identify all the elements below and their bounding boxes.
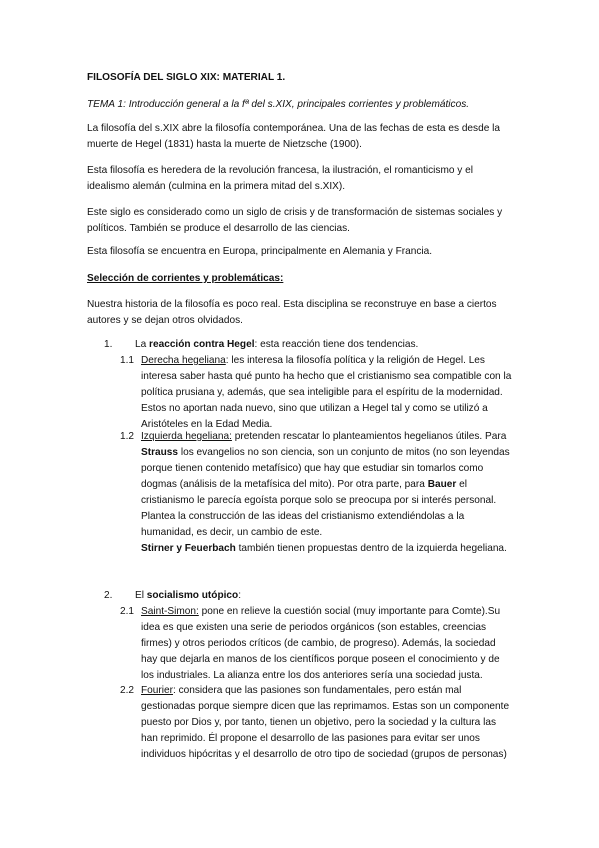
section-label xyxy=(135,588,241,604)
text-run: el xyxy=(456,479,467,490)
subsection-body xyxy=(141,604,517,684)
paragraph-line: Este siglo es considerado como un siglo de crisis y de transformación de sistemas sociales y xyxy=(87,207,503,218)
text-run: hay que dejarla en manos de los científicos porque poseen el conocimiento y de xyxy=(141,654,500,665)
document-subtitle: TEMA 1: Introducción general a la fª del s.XIX, principales corrientes y problemáticos. xyxy=(87,99,470,110)
underlined-text: Fourier xyxy=(141,685,173,696)
document-title: FILOSOFÍA DEL SIGLO XIX: MATERIAL 1. xyxy=(87,72,286,83)
subsection-line xyxy=(141,477,517,493)
bold-text: Strauss xyxy=(141,447,179,458)
paragraph-line: Nuestra historia de la filosofía es poco real. Esta disciplina se reconstruye en base a ciertos xyxy=(87,299,497,310)
text-run: interesa saber hasta qué punto ha hecho que el cristianismo sea compatible con la xyxy=(141,371,512,382)
subsection-body xyxy=(141,429,517,557)
subsection-line xyxy=(141,445,517,461)
subsection-line xyxy=(141,353,517,369)
underlined-text: Derecha hegeliana xyxy=(141,355,226,366)
subsection-line xyxy=(141,668,517,684)
text-run: también tienen propuestas dentro de la izquierda hegeliana. xyxy=(235,543,507,554)
subsection-line xyxy=(141,715,517,731)
section-label xyxy=(135,337,418,353)
section-number: 1. xyxy=(104,339,113,350)
underlined-text: Izquierda hegeliana: xyxy=(141,431,232,442)
paragraph-line: autores y se dejan otros olvidados. xyxy=(87,315,243,326)
text-run: política prusiana y, además, que sea inteligible para el espíritu de la modernidad. xyxy=(141,387,503,398)
subsection-line xyxy=(141,636,517,652)
section-label-bold: reacción contra Hegel xyxy=(149,339,255,350)
text-run: puesto por Dios y, por tanto, tienen un objetivo, pero la sociedad y la cultura las xyxy=(141,717,496,728)
subsection-line xyxy=(141,541,517,557)
text-run: firmes) y otros periodos críticos (de cambio, de progreso). Además, la sociedad xyxy=(141,638,496,649)
paragraph-line: Esta filosofía se encuentra en Europa, principalmente en Alemania y Francia. xyxy=(87,246,433,257)
paragraph xyxy=(87,121,517,153)
paragraph xyxy=(87,244,517,260)
text-run: pretenden rescatar lo planteamientos hegelianos útiles. Para xyxy=(231,431,507,442)
section-label-bold: socialismo utópico xyxy=(146,590,239,601)
subsection-line xyxy=(141,683,517,699)
paragraph-line: Esta filosofía es heredera de la revolución francesa, la ilustración, el romanticismo y el xyxy=(87,165,473,176)
subsection-line xyxy=(141,369,517,385)
paragraph-line: idealismo alemán (culmina en la primera mitad del s.XIX). xyxy=(87,181,346,192)
subsection-line xyxy=(141,401,517,417)
section-number: 2. xyxy=(104,590,113,601)
subsection-body xyxy=(141,353,517,433)
underlined-text: Saint-Simon: xyxy=(141,606,199,617)
bold-text: Stirner y Feuerbach xyxy=(141,543,236,554)
subsection-line xyxy=(141,731,517,747)
subsection-line xyxy=(141,509,517,525)
text-run: individuos hipócritas y el desarrollo de otro tipo de sociedad (grupos de personas) xyxy=(141,749,507,760)
text-run: Estos no aportan nada nuevo, sino que utilizan a Hegel tal y como se utilizó a xyxy=(141,403,488,414)
subsection-line xyxy=(141,461,517,477)
section-label-prefix: La xyxy=(135,339,150,350)
subsection-line xyxy=(141,747,517,763)
paragraph xyxy=(87,163,517,195)
text-run: porque tienen contenido metafísico) que hay que estudiar sin tomarlos como xyxy=(141,463,484,474)
text-run: idea es que existen una serie de periodos orgánicos (son estables, creencias xyxy=(141,622,487,633)
subsection-number: 2.2 xyxy=(120,685,135,696)
text-run: humanidad, es decir, un cambio de este. xyxy=(141,527,323,538)
subsection-line xyxy=(141,429,517,445)
text-run: : les interesa la filosofía política y la religión de Hegel. Les xyxy=(225,355,485,366)
text-run: : considera que las pasiones son fundamentales, pero están mal xyxy=(172,685,462,696)
section-label-suffix: : esta reacción tiene dos tendencias. xyxy=(254,339,419,350)
subsection-line xyxy=(141,493,517,509)
subsection-line xyxy=(141,604,517,620)
subsection-number: 1.2 xyxy=(120,431,135,442)
subsection-number: 1.1 xyxy=(120,355,135,366)
text-run: dogmas (análisis de la metafísica del mito). Por otra parte, para xyxy=(141,479,428,490)
text-run: Plantea la construcción de las ideas del cristianismo extendiéndolas a la xyxy=(141,511,465,522)
subsection-line xyxy=(141,652,517,668)
paragraph-line: muerte de Hegel (1831) hasta la muerte de Nietzsche (1900). xyxy=(87,139,362,150)
subsection-line xyxy=(141,385,517,401)
subsection-line xyxy=(141,699,517,715)
subsection-body xyxy=(141,683,517,763)
text-run: los evangelios no son ciencia, son un conjunto de mitos (no son leyendas xyxy=(178,447,510,458)
text-run: los industriales. La alianza entre los dos anteriores sería una sociedad justa. xyxy=(141,670,483,681)
subsection-line xyxy=(141,525,517,541)
text-run: Aristóteles en la Edad Media. xyxy=(141,419,273,430)
text-run: gestionadas porque siempre dicen que las reprimamos. Estas son un componente xyxy=(141,701,510,712)
paragraph-line: políticos. También se produce el desarrollo de las ciencias. xyxy=(87,223,350,234)
section-label-suffix: : xyxy=(238,590,242,601)
subsection-number: 2.1 xyxy=(120,606,135,617)
bold-text: Bauer xyxy=(427,479,457,490)
section-label-prefix: El xyxy=(135,590,147,601)
text-run: han reprimido. Él propone el desarrollo de las pasiones para evitar ser unos xyxy=(141,733,480,744)
section-heading: Selección de corrientes y problemáticas: xyxy=(87,273,284,284)
subsection-line xyxy=(141,620,517,636)
intro-paragraph xyxy=(87,297,517,329)
paragraph xyxy=(87,205,517,237)
paragraph-line: La filosofía del s.XIX abre la filosofía contemporánea. Una de las fechas de esta es desde la xyxy=(87,123,500,134)
text-run: pone en relieve la cuestión social (muy importante para Comte).Su xyxy=(198,606,501,617)
text-run: cristianismo le parecía egoísta porque solo se preocupa por si interés personal. xyxy=(141,495,497,506)
